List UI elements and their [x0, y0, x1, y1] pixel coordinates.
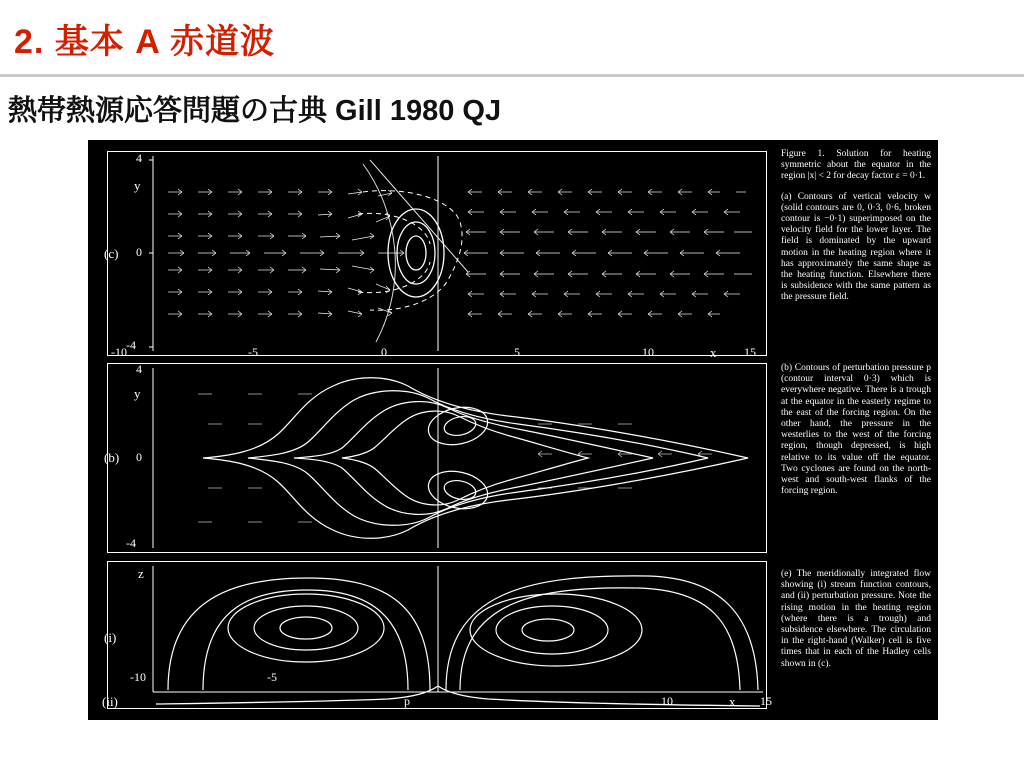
figure-caption-b-text: (b) Contours of perturbation pressure p (contour interval 0·3) which is everywhere negative. There is a trough at the equator in the easterly regime to the east of the forcing region. On the other hand, the pressure in the westerlies to the west of the forcing region, though depressed, is high relative to its value off the equator. Two cyclones are found on the north-west and south-west flanks of the forcing region. [781, 363, 931, 497]
x-tick-5: 5 [514, 345, 520, 359]
x-tick-15: 15 [744, 345, 756, 359]
panel-middle-ytick-0: 0 [136, 450, 142, 464]
panel-bottom-xtick-neg5: -5 [267, 670, 277, 684]
x-tick-neg5: -5 [248, 345, 258, 359]
figure-caption-a [781, 149, 931, 313]
panel-bottom-y-label: z [138, 566, 144, 581]
panel-bottom-xtick-p: p [404, 694, 410, 708]
panel-top-graphic [108, 152, 766, 355]
panel-top-ytick-0: 0 [136, 245, 142, 259]
x-tick-10: 10 [642, 345, 654, 359]
x-tick-0: 0 [381, 345, 387, 359]
panel-middle-tag: (b) [104, 450, 120, 465]
panel-top-y-label: y [134, 178, 141, 193]
panel-bottom-xtick-15: 15 [760, 694, 772, 708]
figure-panel-middle [104, 362, 767, 553]
panel-middle-graphic [108, 364, 766, 552]
panel-middle-ytick-4: 4 [136, 362, 142, 376]
figure-caption-header: Figure 1. Solution for heating symmetric about the equator in the region |x| < 2 for decay factor ε = 0·1. [781, 149, 931, 182]
figure-caption-c [781, 569, 931, 679]
panel-bottom-x-label: x [729, 694, 736, 709]
panel-middle-y-label: y [134, 386, 141, 401]
panel-top-ytick-neg4: -4 [126, 338, 136, 352]
figure-image [88, 140, 938, 720]
panel-top-tag: (c) [104, 246, 119, 261]
panel-bottom-graphic [108, 562, 766, 708]
x-tick-neg10: -10 [111, 345, 127, 359]
panel-top-ytick-4: 4 [136, 151, 142, 165]
panel-bottom-tag-i: (i) [104, 630, 117, 645]
panel-bottom-xtick-neg10: -10 [130, 670, 146, 684]
title-divider [0, 74, 1024, 77]
panel-middle-ytick-neg4: -4 [126, 536, 136, 550]
figure-caption-a-text: (a) Contours of vertical velocity w (solid contours are 0, 0·3, 0·6, broken contour is −0·1) superimposed on the velocity field for the lower layer. The field is dominated by the upward motion in the heating region where it has approximately the same shape as the heating function. Elsewhere there is subsidence with the same pattern as the pressure field. [781, 191, 931, 303]
page-subtitle: 熱帯熱源応答問題の古典 Gill 1980 QJ [8, 95, 502, 127]
figure-caption-b [781, 363, 931, 506]
panel-bottom-tag-ii: (ii) [102, 694, 118, 709]
figure-caption-c-text: (e) The meridionally integrated flow showing (i) stream function contours, and (ii) perturbation pressure. Note the rising motion in the heating region (where there is a trough) and subsidence elsewhere. The circulation in the right-hand (Walker) cell is five times that in each of the Hadley cells shown in (c). [781, 569, 931, 669]
figure-panel-top [104, 151, 767, 356]
figure-canvas [89, 141, 937, 719]
panel-bottom-xtick-10: 10 [661, 694, 673, 708]
panel-top-x-label: x [710, 345, 717, 360]
page-title: 2. 基本 A 赤道波 [14, 23, 275, 61]
figure-panel-bottom [102, 561, 772, 709]
